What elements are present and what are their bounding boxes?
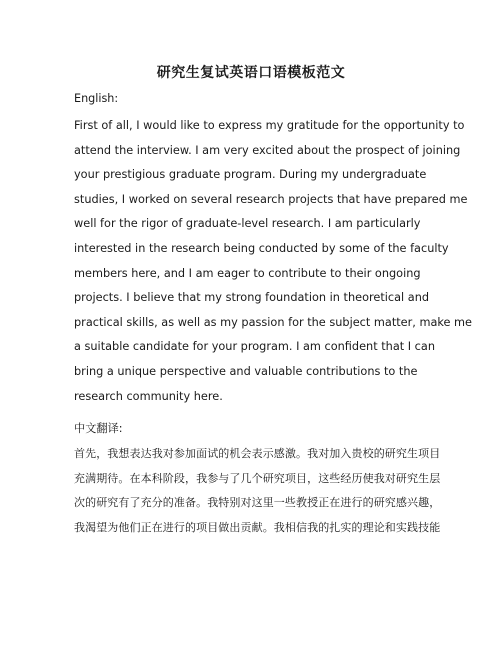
chinese-section-label: 中文翻译: [74,422,123,435]
english-section-label: English: [74,92,119,105]
english-line: First of all, I would like to express my gratitude for the opportunity to [74,119,465,132]
english-line: interested in the research being conducted by some of the faculty [74,241,449,255]
chinese-line: 充满期待。在本科阶段，我参与了几个研究项目，这些经历使我对研究生层 [74,471,441,485]
english-line: your prestigious graduate program. During my undergraduate [74,168,427,182]
english-line: members here, and I am eager to contribute to their ongoing [74,266,421,280]
english-line: bring a unique perspective and valuable contributions to the [74,364,418,378]
english-line: a suitable candidate for your program. I am confident that I can [74,340,435,354]
english-line: practical skills, as well as my passion for the subject matter, make me [74,315,473,329]
chinese-line: 我渴望为他们正在进行的项目做出贡献。我相信我的扎实的理论和实践技能 [74,520,441,534]
english-line: projects. I believe that my strong foundation in theoretical and [74,291,430,305]
english-paragraph [74,114,473,409]
document-title: 研究生复试英语口语模板范文 [156,65,346,81]
chinese-line: 首先，我想表达我对参加面试的机会表示感激。我对加入贵校的研究生项目 [74,447,441,460]
english-line: well for the rigor of graduate-level research. I am particularly [74,217,421,231]
english-line: research community here. [74,389,223,403]
chinese-paragraph [74,442,441,540]
english-line: attend the interview. I am very excited about the prospect of joining [74,143,461,157]
chinese-line: 次的研究有了充分的准备。我特别对这里一些教授正在进行的研究感兴趣， [74,496,441,509]
english-line: studies, I worked on several research projects that have prepared me [74,192,468,206]
